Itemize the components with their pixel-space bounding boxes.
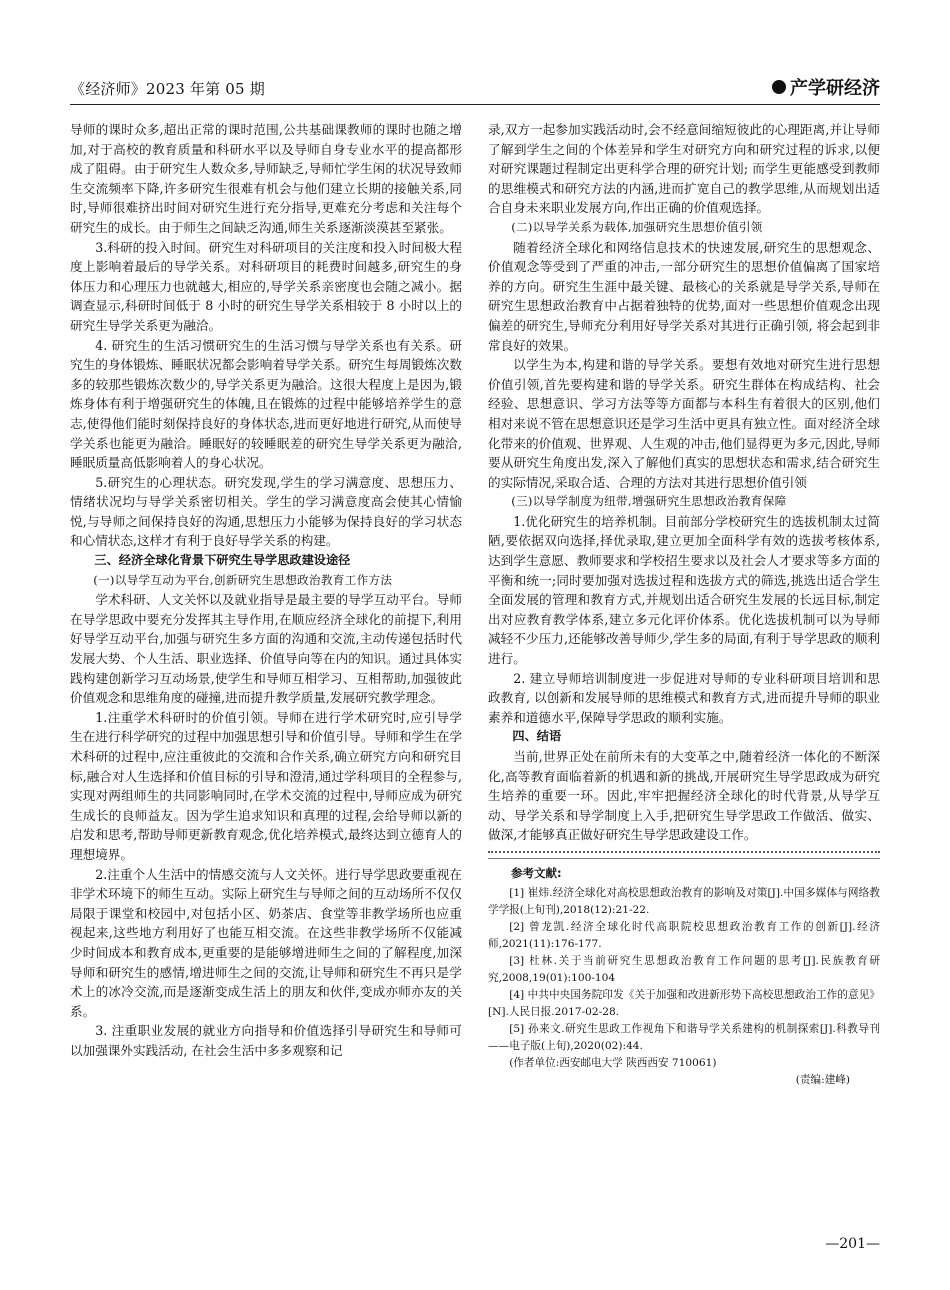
paragraph: 1.优化研究生的培养机制。目前部分学校研究生的选拔机制太过简陋,要依据双向选择,择优录取,建立更加全面科学有效的选拔考核体系,达到学生意愿、教师要求和学校招生要求以及社会人才要求等多方面的平衡和统一;同时要加强对选拔过程和选拔方式的筛选,挑选出适合学生全面发展的管理和教育方式,并规划出适合研究生发展的长远目标,制定出对应教育教学体系,建立多元化评价体系。优化选拔机制可以为导师减轻不少压力,还能够改善导师少,学生多的局面,有利于导学思政的顺利进行。: [488, 513, 880, 667]
editor-note: (责编:建峰): [795, 1073, 850, 1086]
paragraph: 随着经济全球化和网络信息技术的快速发展,研究生的思想观念、价值观念等受到了严重的冲击,一部分研究生的思想价值偏离了国家培养的方向。研究生生涯中最关键、最核心的关系就是导学关系,导师在研究生思想政治教育中占据着独特的优势,面对一些思想价值观念出现偏差的研究生,导师充分利用好导学关系对其进行正确引领, 将会起到非常良好的效果。: [488, 239, 880, 353]
section-title: 产学研经济: [790, 78, 880, 99]
paragraph: 2. 建立导师培训制度进一步促进对导师的专业科研项目培训和思政教育, 以创新和发展导师的思维模式和教育方式,进而提升导师的职业素养和道德水平,保障导学思政的顺利实施。: [488, 670, 880, 725]
subsection-heading: (三)以导学制度为纽带,增强研究生思想政治教育保障: [511, 494, 787, 509]
paragraph: 3. 注重职业发展的就业方向指导和价值选择引导研究生和导师可以加强课外实践活动, 在社会生活中多多观察和记: [70, 1023, 462, 1058]
section-tag: [772, 74, 880, 100]
paragraph: 当前,世界正处在前所未有的大变革之中,随着经济一体化的不断深化,高等教育面临着新的机遇和新的挑战,开展研究生导学思政成为研究生培养的重要一环。因此,牢牢把握经济全球化的时代背景,从导学互动、导学关系和导学制度上入手,把研究生导学思政工作做活、做实、做深,才能够真正做好研究生导学思政建设工作。: [488, 749, 880, 843]
references: [488, 865, 880, 1089]
page-header: [70, 74, 880, 104]
right-column-body: [488, 120, 880, 845]
paragraph: 以学生为本,构建和谐的导学关系。要想有效地对研究生进行思想价值引领,首先要构建和谐的导学关系。研究生群体在构成结构、社会经验、思想意识、学习方法等等方面都与本科生有着很大的区别,他们相对来说不管在思想意识还是学习生活中更具有独立性。面对经济全球化带来的价值观、世界观、人生观的冲击,他们显得更为多元,因此,导师要从研究生角度出发,深入了解他们真实的思想状态和需求,结合研究生的实际情况,采取合适、合理的方法对其进行思想价值引领: [488, 357, 880, 490]
page-number: —201—: [825, 1236, 880, 1252]
subsection-heading: (一)以导学互动为平台,创新研究生思想政治教育工作方法: [93, 572, 393, 587]
left-column: [70, 120, 462, 1061]
section-heading: 三、经济全球化背景下研究生导学思政建设途径: [94, 553, 351, 568]
paragraph: 2.注重个人生活中的情感交流与人文关怀。进行导学思政要重视在非学术环境下的师生互动。实际上研究生与导师之间的互动场所不仅仅局限于课堂和校园中,对包括小区、奶茶店、食堂等非教学场所也应重视起来,这些地方利用好了也能互相交流。在这些非教学场所不仅能减少时间成本和教育成本,更重要的是能够增进师生之间的了解程度,加深导师和研究生的感情,增进师生之间的交流,让导师和研究生不再只是学术上的冰冷交流,而是逐渐变成生活上的朋友和伙伴,变成亦师亦友的关系。: [70, 866, 462, 1019]
paragraph: 5.研究生的心理状态。研究发现,学生的学习满意度、思想压力、情绪状况均与导学关系密切相关。学生的学习满意度高会使其心情愉悦,与导师之间保持良好的沟通,思想压力小能够为保持良好的学习状态和心情状态,这样才有利于良好导学关系的构建。: [70, 474, 462, 549]
paragraph: 学术科研、人文关怀以及就业指导是最主要的导学互动平台。导师在导学思政中要充分发挥其主导作用,在顺应经济全球化的前提下,利用好导学互动平台,加强与研究生多方面的沟通和交流,主动传递包括时代发展大势、个人生活、职业选择、价值导向等在内的知识。通过具体实践构建创新学习互动场景,使学生和导师互相学习、互相帮助,加强彼此价值观念和思维角度的碰撞,进而提升教学质量,发展研究教学理念。: [70, 592, 462, 706]
header-rule: [70, 104, 880, 105]
references-title: 参考文献:: [511, 865, 562, 880]
reference-item: [5] 孙来文.研究生思政工作视角下和谐导学关系建构的机制探索[J].科教导刊——电子版(上旬),2020(02):44.: [488, 1022, 880, 1052]
reference-item: [1] 崔炜.经济全球化对高校思想政治教育的影响及对策[J].中国多媒体与网络教学学报(上旬刊),2018(12):21-22.: [488, 886, 880, 916]
bullet-dot-icon: [772, 80, 786, 94]
paragraph: 4. 研究生的生活习惯研究生的生活习惯与导学关系也有关系。研究生的身体锻炼、睡眠状况都会影响着导学关系。研究生每周锻炼次数多的较那些锻炼次数少的,导学关系更为融洽。这很大程度上是因为,锻炼身体有利于增强研究生的体魄,且在锻炼的过程中能够培养学生的意志,使得他们能时刻保持良好的身体状态,进而更好地进行研究,从而使导学关系也能更为融洽。睡眠好的较睡眠差的研究生导学关系更为融洽,睡眠质量高低影响着人的身心状况。: [70, 337, 462, 471]
reference-item: [2] 曾龙凯.经济全球化时代高职院校思想政治教育工作的创新[J].经济师,2021(11):176-177.: [488, 920, 880, 950]
reference-list: [488, 885, 880, 1055]
subsection-heading: (二)以导学关系为载体,加强研究生思想价值引领: [511, 219, 763, 234]
right-column: [488, 120, 880, 1089]
reference-separator: [488, 851, 880, 859]
journal-issue: 《经济师》2023 年第 05 期: [70, 80, 265, 98]
section-heading: 四、结语: [512, 729, 562, 744]
paragraph-continued: 导师的课时众多,超出正常的课时范围,公共基础课教师的课时也随之增加,对于高校的教育质量和科研水平以及导师自身专业水平的提高都形成了阻碍。由于研究生人数众多,导师缺乏,导师忙学生闲的状况导致师生交流频率下降,许多研究生很难有机会与他们建立长期的接触关系,同时,导师很难挤出时间对研究生进行充分指导,更难充分考虑和关注每个研究生的成长。由于师生之间缺乏沟通,师生关系逐渐淡漠甚至紧张。: [70, 122, 462, 235]
reference-item: [4] 中共中央国务院印发《关于加强和改进新形势下高校思想政治工作的意见》[N].人民日报.2017-02-28.: [488, 988, 880, 1018]
paragraph-continued: 录,双方一起参加实践活动时,会不经意间缩短彼此的心理距离,并让导师了解到学生之间的个体差异和学生对研究方向和研究过程的诉求,以便对研究课题过程制定出更科学合理的研究计划; 而学生更能感受到教师的思维模式和研究方法的内涵,进而扩宽自己的教学思维,从而规划出适合自身未来职业发展方向,作出正确的价值观选择。: [488, 122, 880, 216]
paragraph: 1.注重学术科研时的价值引领。导师在进行学术研究时,应引导学生在进行科学研究的过程中加强思想引导和价值引导。导师和学生在学术科研的过程中,应注重彼此的交流和合作关系,确立研究方向和研究目标,融合对人生选择和价值目标的引导和澄清,通过学科项目的全程参与,实现对两组师生的共同影响同时,在学术交流的过程中,导师应成为研究生成长的良师益友。因为学生追求知识和真理的过程,会给导师以新的启发和思考,帮助导师更新教育观念,优化培养模式,最终达到立德育人的理想境界。: [70, 709, 462, 862]
paragraph: 3.科研的投入时间。研究生对科研项目的关注度和投入时间极大程度上影响着最后的导学关系。对科研项目的耗费时间越多,研究生的身体压力和心理压力也就越大,相应的,导学关系亲密度也会随之减小。据调查显示,科研时间低于 8 小时的研究生导学关系相较于 8 小时以上的研究生导学关系更为融洽。: [70, 239, 462, 333]
author-affiliation: (作者单位:西安邮电大学 陕西西安 710061): [509, 1056, 717, 1069]
reference-item: [3] 杜林.关于当前研究生思想政治教育工作问题的思考[J].民族教育研究,2008,19(01):100-104: [488, 954, 880, 984]
